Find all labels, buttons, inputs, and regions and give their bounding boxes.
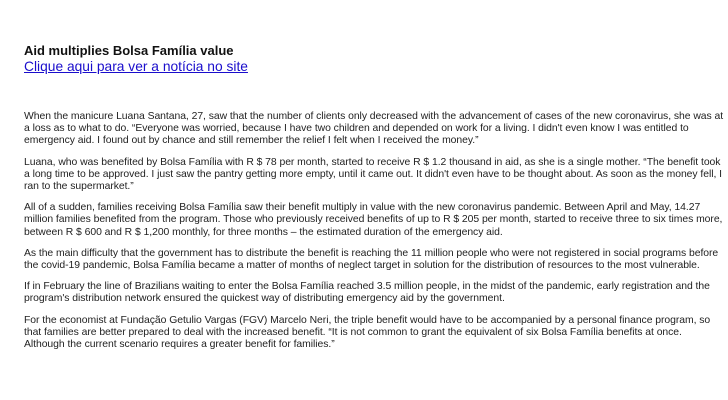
article-paragraph: As the main difficulty that the government has to distribute the benefit is reaching the 11 million people who were not registered in social programs before the covid-19 pandemic, Bolsa Família became a matter of months of neglect target in solution for the distribution of resources to the most vulnerable. (24, 247, 719, 272)
article-body (24, 111, 724, 360)
view-news-link[interactable]: Clique aqui para ver a notícia no site (24, 59, 248, 74)
article-paragraph: All of a sudden, families receiving Bolsa Família saw their benefit multiply in value with the new coronavirus pandemic. Between April and May, 14.27 million families benefited from the program. Those who previously received benefits of up to R $ 205 per month, started to receive three to six times more, between R $ 600 and R $ 1,200 monthly, for three months – the estimated duration of the emergency aid. (24, 202, 723, 238)
article-paragraph: If in February the line of Brazilians waiting to enter the Bolsa Família reached 3.5 million people, in the midst of the pandemic, early registration and the program's distribution network ensured the quickest way of distributing emergency aid by the government. (24, 281, 710, 305)
article-paragraph: When the manicure Luana Santana, 27, saw that the number of clients only decreased with the advancement of cases of the new coronavirus, she was at a loss as to what to do. “Everyone was worried, because I have two children and depended on work for a living. I didn't even know I was entitled to emergency aid. I found out by chance and still remember the relief I felt when I received the money.” (24, 111, 724, 147)
article-title: Aid multiplies Bolsa Família value (24, 43, 234, 58)
article-paragraph: For the economist at Fundação Getulio Vargas (FGV) Marcelo Neri, the triple benefit would have to be accompanied by a personal finance program, so that families are better prepared to deal with the increased benefit. “It is not common to grant the equivalent of six Bolsa Família benefits at once. Although the current scenario requires a greater benefit for families.” (24, 314, 711, 351)
article-paragraph: Luana, who was benefited by Bolsa Família with R $ 78 per month, started to receive R $ 1.2 thousand in aid, as she is a single mother. “The benefit took a long time to be approved. I just saw the pantry getting more empty, until it came out. It didn't even have to be thought about. As soon as the money fell, I ran to the supermarket.” (24, 156, 722, 193)
